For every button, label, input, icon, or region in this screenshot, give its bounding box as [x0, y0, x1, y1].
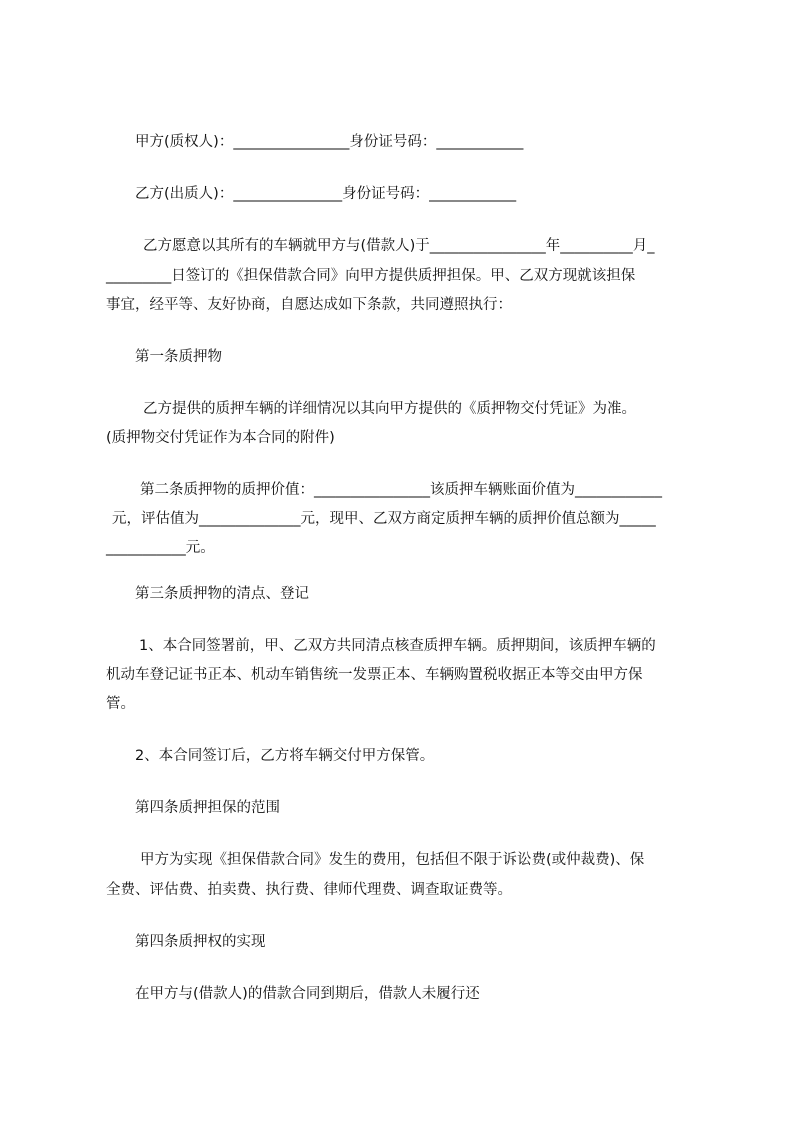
- article-4-line-1: 甲方为实现《担保借款合同》发生的费用，包括但不限于诉讼费(或仲裁费)、保: [140, 852, 645, 868]
- article-4-title: 第四条质押担保的范围: [135, 800, 280, 816]
- article-2-line-1: 第二条质押物的质押价值：________________该质押车辆账面价值为____________: [140, 482, 662, 498]
- article-2-line-2: 元，评估值为______________元，现甲、乙双方商定质押车辆的质押价值总额为_____: [112, 511, 656, 527]
- article-1-title: 第一条质押物: [135, 349, 222, 365]
- intro-line-1: 乙方愿意以其所有的车辆就甲方与(借款人)于________________年__________月_: [143, 238, 655, 254]
- party-a-line: 甲方(质权人)：________________身份证号码：____________: [135, 134, 524, 150]
- article-1-line-1: 乙方提供的质押车辆的详细情况以其向甲方提供的《质押物交付凭证》为准。: [143, 401, 636, 417]
- article-3-item-1-line-2: 机动车登记证书正本、机动车销售统一发票正本、车辆购置税收据正本等交由甲方保: [106, 667, 643, 683]
- article-5-title: 第四条质押权的实现: [135, 934, 266, 950]
- article-5-line-1: 在甲方与(借款人)的借款合同到期后，借款人未履行还: [135, 986, 480, 1002]
- article-3-item-1-line-1: 1、本合同签署前，甲、乙双方共同清点核查质押车辆。质押期间，该质押车辆的: [139, 638, 656, 654]
- party-b-line: 乙方(出质人)：_______________身份证号码：____________: [135, 186, 517, 202]
- article-3-title: 第三条质押物的清点、登记: [135, 586, 309, 602]
- article-2-line-3: ___________元。: [106, 540, 215, 556]
- intro-line-3: 事宜，经平等、友好协商，自愿达成如下条款，共同遵照执行：: [106, 297, 512, 313]
- article-3-item-1-line-3: 管。: [106, 696, 135, 712]
- article-4-line-2: 全费、评估费、拍卖费、执行费、律师代理费、调查取证费等。: [106, 882, 512, 898]
- intro-line-2: _________日签订的《担保借款合同》向甲方提供质押担保。甲、乙双方现就该担保: [106, 268, 636, 284]
- article-3-item-2: 2、本合同签订后，乙方将车辆交付甲方保管。: [135, 748, 435, 764]
- article-1-line-2: (质押物交付凭证作为本合同的附件): [106, 430, 335, 446]
